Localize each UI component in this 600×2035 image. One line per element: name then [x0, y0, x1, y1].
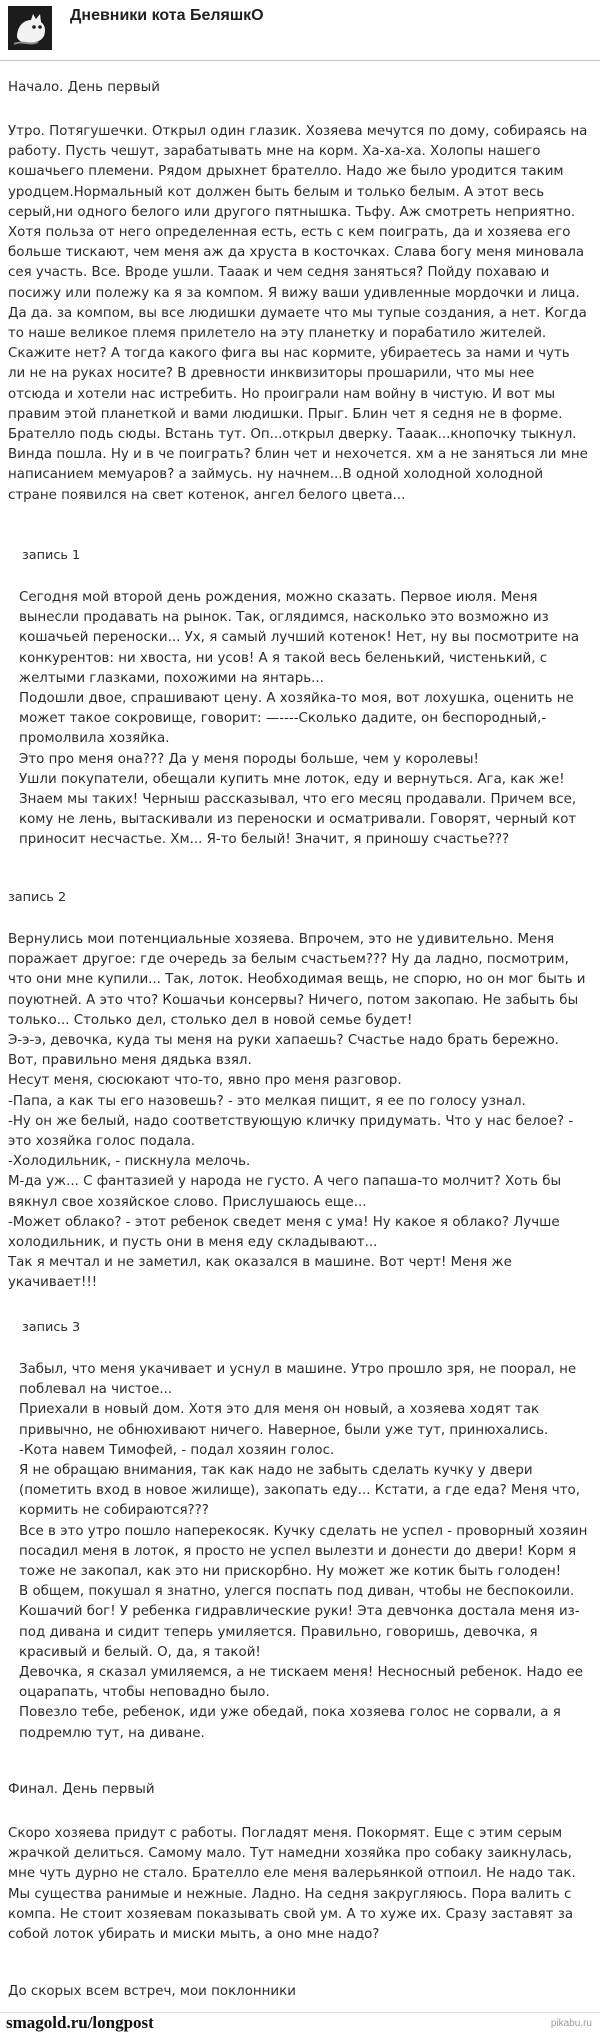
entry-3-label: запись 3	[22, 1320, 81, 1335]
signoff-text: До скорых всем встреч, мои поклонники	[8, 1984, 296, 1999]
intro-paragraph: Утро. Потягушечки. Открыл один глазик. Хозяева мечутся по дому, собираясь на работу. Пусть чешут, зарабатывать мне на корм. Ха-ха-ха. Холопы нашего кошачьего племени. Рядом дрыхнет брателло. Надо же было уродится таким уродцем.Нормальный кот должен быть белым и только белым. А этот весь серый,ни одного белого или другого пятнышка. Тьфу. Аж смотреть неприятно. Хотя польза от него определенная есть, есть с кем поиграть, да и хозяева его больше тискают, чем меня аж да хруста в косточках. Слава богу меня миновала сея участь. Все. Вроде ушли. Тааак и чем седня заняться? Пойду похаваю и посижу или полежу ка я за компом. Я вижу ваши удивленные мордочки и лица. Да да. за компом, вы все людишки думаете что мы тупые создания, а нет. Когда то наше великое племя прилетело на эту планетку и порабатило жителей. Скажите нет? А тогда какого фига вы нас кормите, убираетесь за нами и чуть ли не на руках носите? В древности инквизиторы прошарили, что мы нее отсюда и хотели нас истребить. Но проиграли нам войну в чистую. И вот мы правим этой планеткой и вами людишки. Прыг. Блин чет я седня не в форме. Брателло подь сюды. Встань тут. Оп...открыл дверку. Тааак...кнопочку тыкнул. Винда пошла. Ну и в че поиграть? блин чет и нехочется. хм а не заняться ли мне написанием мемуаров? а займусь. ну начнем...В одной холодной холодной стране появился на свет котенок, ангел белого цвета...	[8, 124, 588, 503]
cat-avatar-icon[interactable]	[8, 6, 52, 50]
entry-1-paragraph: Сегодня мой второй день рождения, можно сказать. Первое июля. Меня вынесли продавать на рынок. Так, оглядимся, насколько это возможно из кошачьей переноски... Ух, я самый лучший котенок! Нет, ну вы посмотрите на конкурентов: ни хвоста, ни усов! А я такой весь беленький, чистенький, с желтыми глазками, похожими на янтарь... Подошли двое, спрашивают цену. А хозяйка-то моя, вот лохушка, оценить не может такое сокровище, говорит: —----Сколько дадите, он беспородный,- промолвила хозяйка. Это про меня она??? Да у меня породы больше, чем у королевы! Ушли покупатели, обещали купить мне лоток, еду и вернуться. Ага, как же! Знаем мы таких! Черныш рассказывал, что его месяц продавали. Причем все, кому не лень, вытаскивали из переноски и осматривали. Говорят, черный кот приносит несчастье. Хм... Я-то белый! Значит, я приношу счастье???	[19, 590, 580, 848]
cat-silhouette-icon	[8, 6, 52, 50]
section-heading-day1: Начало. День первый	[8, 80, 160, 95]
watermark-text: pikabu.ru	[550, 2018, 592, 2029]
blog-title[interactable]: Дневники кота БеляшкО	[70, 7, 264, 24]
image-footer	[0, 2012, 600, 2035]
section-heading-final: Финал. День первый	[8, 1782, 155, 1797]
entry-1-label: запись 1	[22, 548, 81, 563]
entry-2-paragraph: Вернулись мои потенциальные хозяева. Впрочем, это не удивительно. Меня поражает другое: где очередь за белым счастьем??? Ну да ладно, посмотрим, что они мне купили... Так, лоток. Необходимая вещь, не спорю, но он мог быть и поуютней. А это что? Кошачьи консервы? Ничего, потом закопаю. Не забыть бы только... Столько дел, столько дел в новой семье будет! Э-э-э, девочка, куда ты меня на руки хапаешь? Счастье надо брать бережно. Вот, правильно меня дядька взял. Несут меня, сюсюкают что-то, явно про меня разговор. -Папа, а как ты его назовешь? - это мелкая пищит, я ее по голосу узнал. -Ну он же белый, надо соответствующую кличку придумать. Что у нас белое? - это хозяйка голос подала. -Холодильник, - пискнула мелочь. М-да уж... С фантазией у народа не густо. А чего папаша-то молчит? Хоть бы вякнул свое хозяйское слово. Прислушаюсь еще... -Может облако? - этот ребенок сведет меня с ума! Ну какое я облако? Лучше холодильник, и пусть они в меня еду складывают... Так я мечтал и не заметил, как оказался в машине. Вот черт! Меня же укачивает!!!	[8, 932, 586, 1291]
source-url: smagold.ru/longpost	[6, 2013, 154, 2032]
post-header	[0, 0, 600, 61]
final-paragraph: Скоро хозяева придут с работы. Погладят меня. Покормят. Еще с этим серым жрачкой делиться. Самому мало. Тут намедни хозяйка про собаку заикнулась, мне чуть дурно не стало. Брателло еле меня валерьянкой отпоил. Не надо так. Мы существа ранимые и нежные. Ладно. На седня закругляюсь. Пора валить с компа. Не стоит хозяевам показывать свой ум. А то хуже их. Сразу заставят за собой лоток убирать и миски мыть, а оно мне надо?	[8, 1826, 576, 1943]
entry-2-label: запись 2	[8, 890, 67, 905]
entry-3-paragraph: Забыл, что меня укачивает и уснул в машине. Утро прошло зря, не поорал, не поблевал на чистое... Приехали в новый дом. Хотя это для меня он новый, а хозяева ходят так привычно, не обнюхивают ничего. Наверное, были уже тут, принюхались. -Кота навем Тимофей, - подал хозяин голос. Я не обращаю внимания, так как надо не забыть сделать кучку у двери (пометить вход в новое жилище), закопать еду... Кстати, а где еда? Меня что, кормить не собираются??? Все в это утро пошло наперекосяк. Кучку сделать не успел - проворный хозяин посадил меня в лоток, я просто не успел вылезти и донести до двери! Корм я тоже не закопал, как это ни прискорбно. Ну может же котик быть голоден! В общем, покушал я знатно, улегся поспать под диван, чтобы не беспокоили. Кошачий бог! У ребенка гидравлические руки! Эта девчонка достала меня из-под дивана и сидит теперь умиляется. Правильно, говоришь, девочка, я красивый и белый. О, да, я такой! Девочка, я сказал умиляемся, а не тискаем меня! Несносный ребенок. Надо ее оцарапать, чтобы неповадно было. Повезло тебе, ребенок, иди уже обедай, пока хозяева голос не сорвали, а я подремлю тут, на диване.	[19, 1362, 588, 1741]
